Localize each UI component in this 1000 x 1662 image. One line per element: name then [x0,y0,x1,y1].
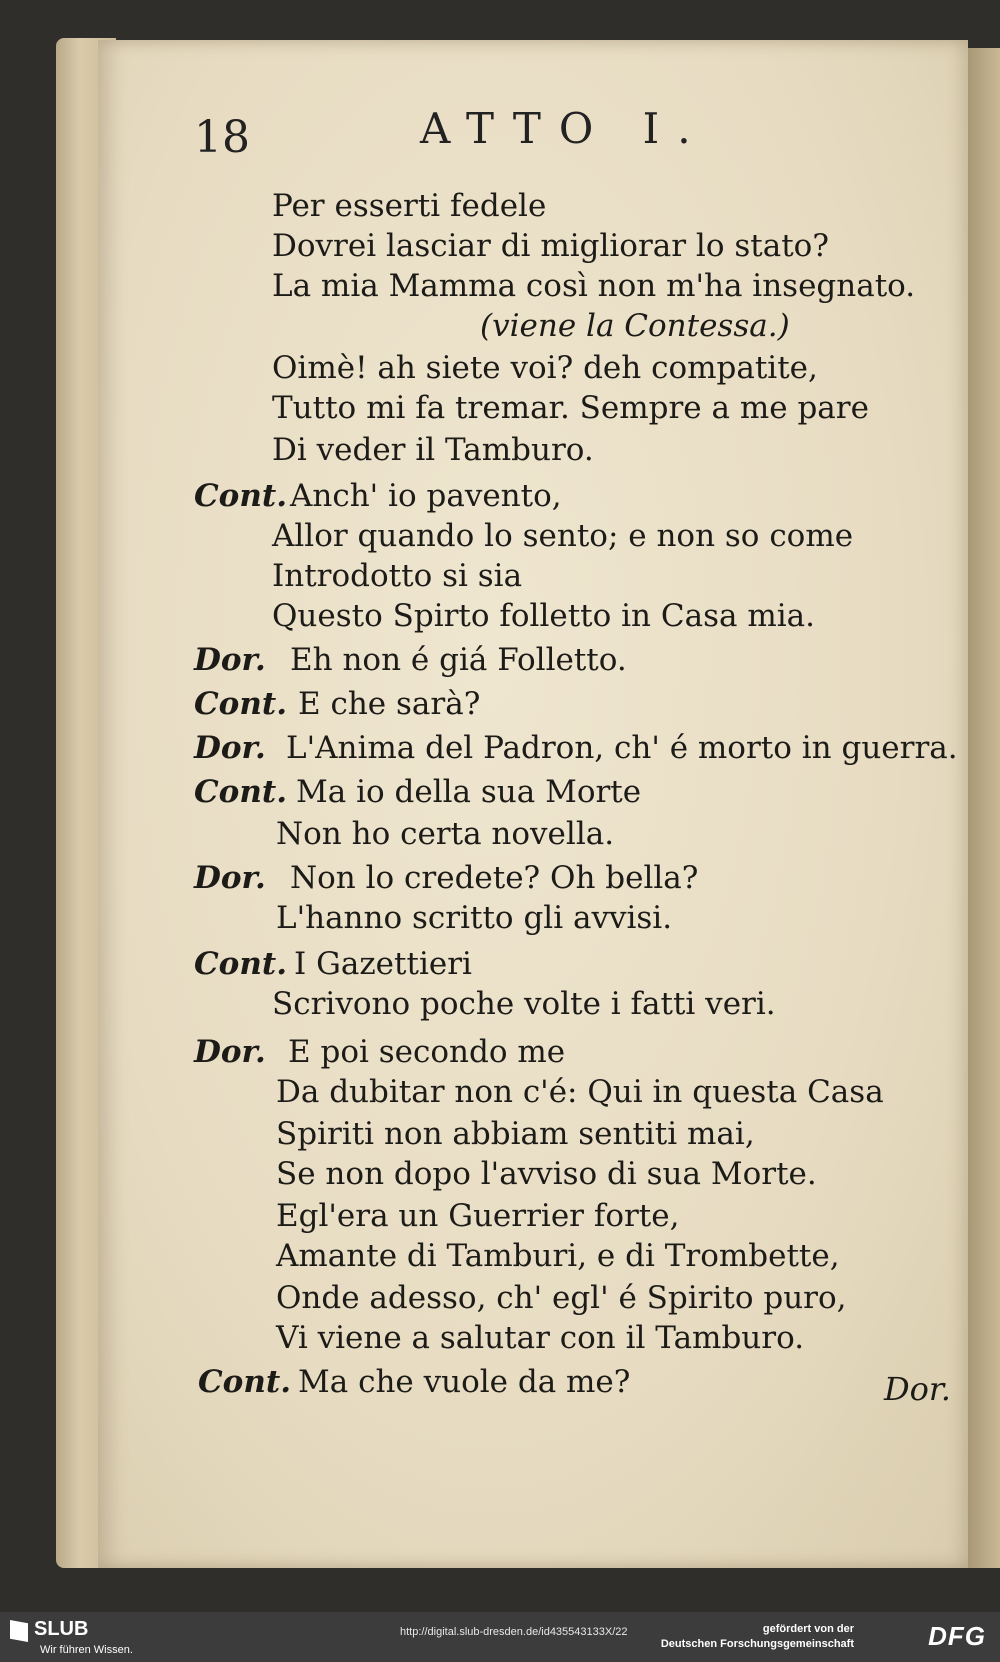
text-line: E che sarà? [298,686,481,722]
funding-line-1: gefördert von der [762,1623,854,1635]
speaker-label: Dor. [194,642,266,678]
text-line: Eh non é giá Folletto. [290,642,627,678]
viewer-footer [0,1612,1000,1662]
funding-notice [661,1622,854,1652]
speaker-label: Cont. [198,1364,291,1400]
text-line: Ma io della sua Morte [296,774,642,810]
text-line: Di veder il Tamburo. [272,432,594,468]
speaker-label: Dor. [194,860,266,896]
speaker-label: Cont. [194,946,287,982]
text-line: Tutto mi fa tremar. Sempre a me pare [272,390,869,426]
slub-logo[interactable] [10,1618,88,1642]
text-line: Anch' io pavento, [290,478,562,514]
speaker-label: Dor. [194,730,266,766]
stage-direction: (viene la Contessa.) [480,308,790,344]
funding-line-2: Deutschen Forschungsgemeinschaft [660,1638,854,1650]
text-line: Spiriti non abbiam sentiti mai, [276,1116,755,1152]
text-line: Dovrei lasciar di migliorar lo stato? [272,228,829,264]
slub-tagline: Wir führen Wissen. [40,1644,133,1656]
permalink-url[interactable]: http://digital.slub-dresden.de/id435543133X/22 [400,1626,628,1638]
text-line: Da dubitar non c'é: Qui in questa Casa [276,1074,884,1110]
text-line: Ma che vuole da me? [298,1364,631,1400]
text-line: Onde adesso, ch' egl' é Spirito puro, [276,1280,847,1316]
text-line: Scrivono poche volte i fatti veri. [272,986,776,1022]
text-line: Vi viene a salutar con il Tamburo. [276,1320,805,1356]
text-line: La mia Mamma così non m'ha insegnato. [272,268,916,304]
text-line: L'hanno scritto gli avvisi. [276,900,673,936]
text-line: L'Anima del Padron, ch' é morto in guerra. [286,730,958,766]
text-line: Egl'era un Guerrier forte, [276,1198,680,1234]
text-line: I Gazettieri [294,946,472,982]
speaker-label: Cont. [194,774,287,810]
text-line: Per esserti fedele [272,188,547,224]
slub-logo-name: SLUB [34,1618,89,1640]
page-number: 18 [194,112,250,163]
text-line: Non ho certa novella. [276,816,615,852]
text-line: Allor quando lo sento; e non so come [272,518,854,554]
speaker-label: Cont. [194,686,287,722]
catchword: Dor. [884,1370,951,1408]
dfg-logo[interactable]: DFG [928,1621,986,1651]
text-line: Oimè! ah siete voi? deh compatite, [272,350,818,386]
slub-logo-icon [10,1620,28,1642]
text-line: E poi secondo me [288,1034,566,1070]
text-line: Se non dopo l'avviso di sua Morte. [276,1156,817,1192]
text-line: Introdotto si sia [272,558,523,594]
speaker-label: Dor. [194,1034,266,1070]
text-line: Questo Spirto folletto in Casa mia. [272,598,815,634]
text-line: Non lo credete? Oh bella? [290,860,699,896]
text-line: Amante di Tamburi, e di Trombette, [276,1238,840,1274]
running-head: ATTO I. [420,104,709,153]
speaker-label: Cont. [194,478,287,514]
